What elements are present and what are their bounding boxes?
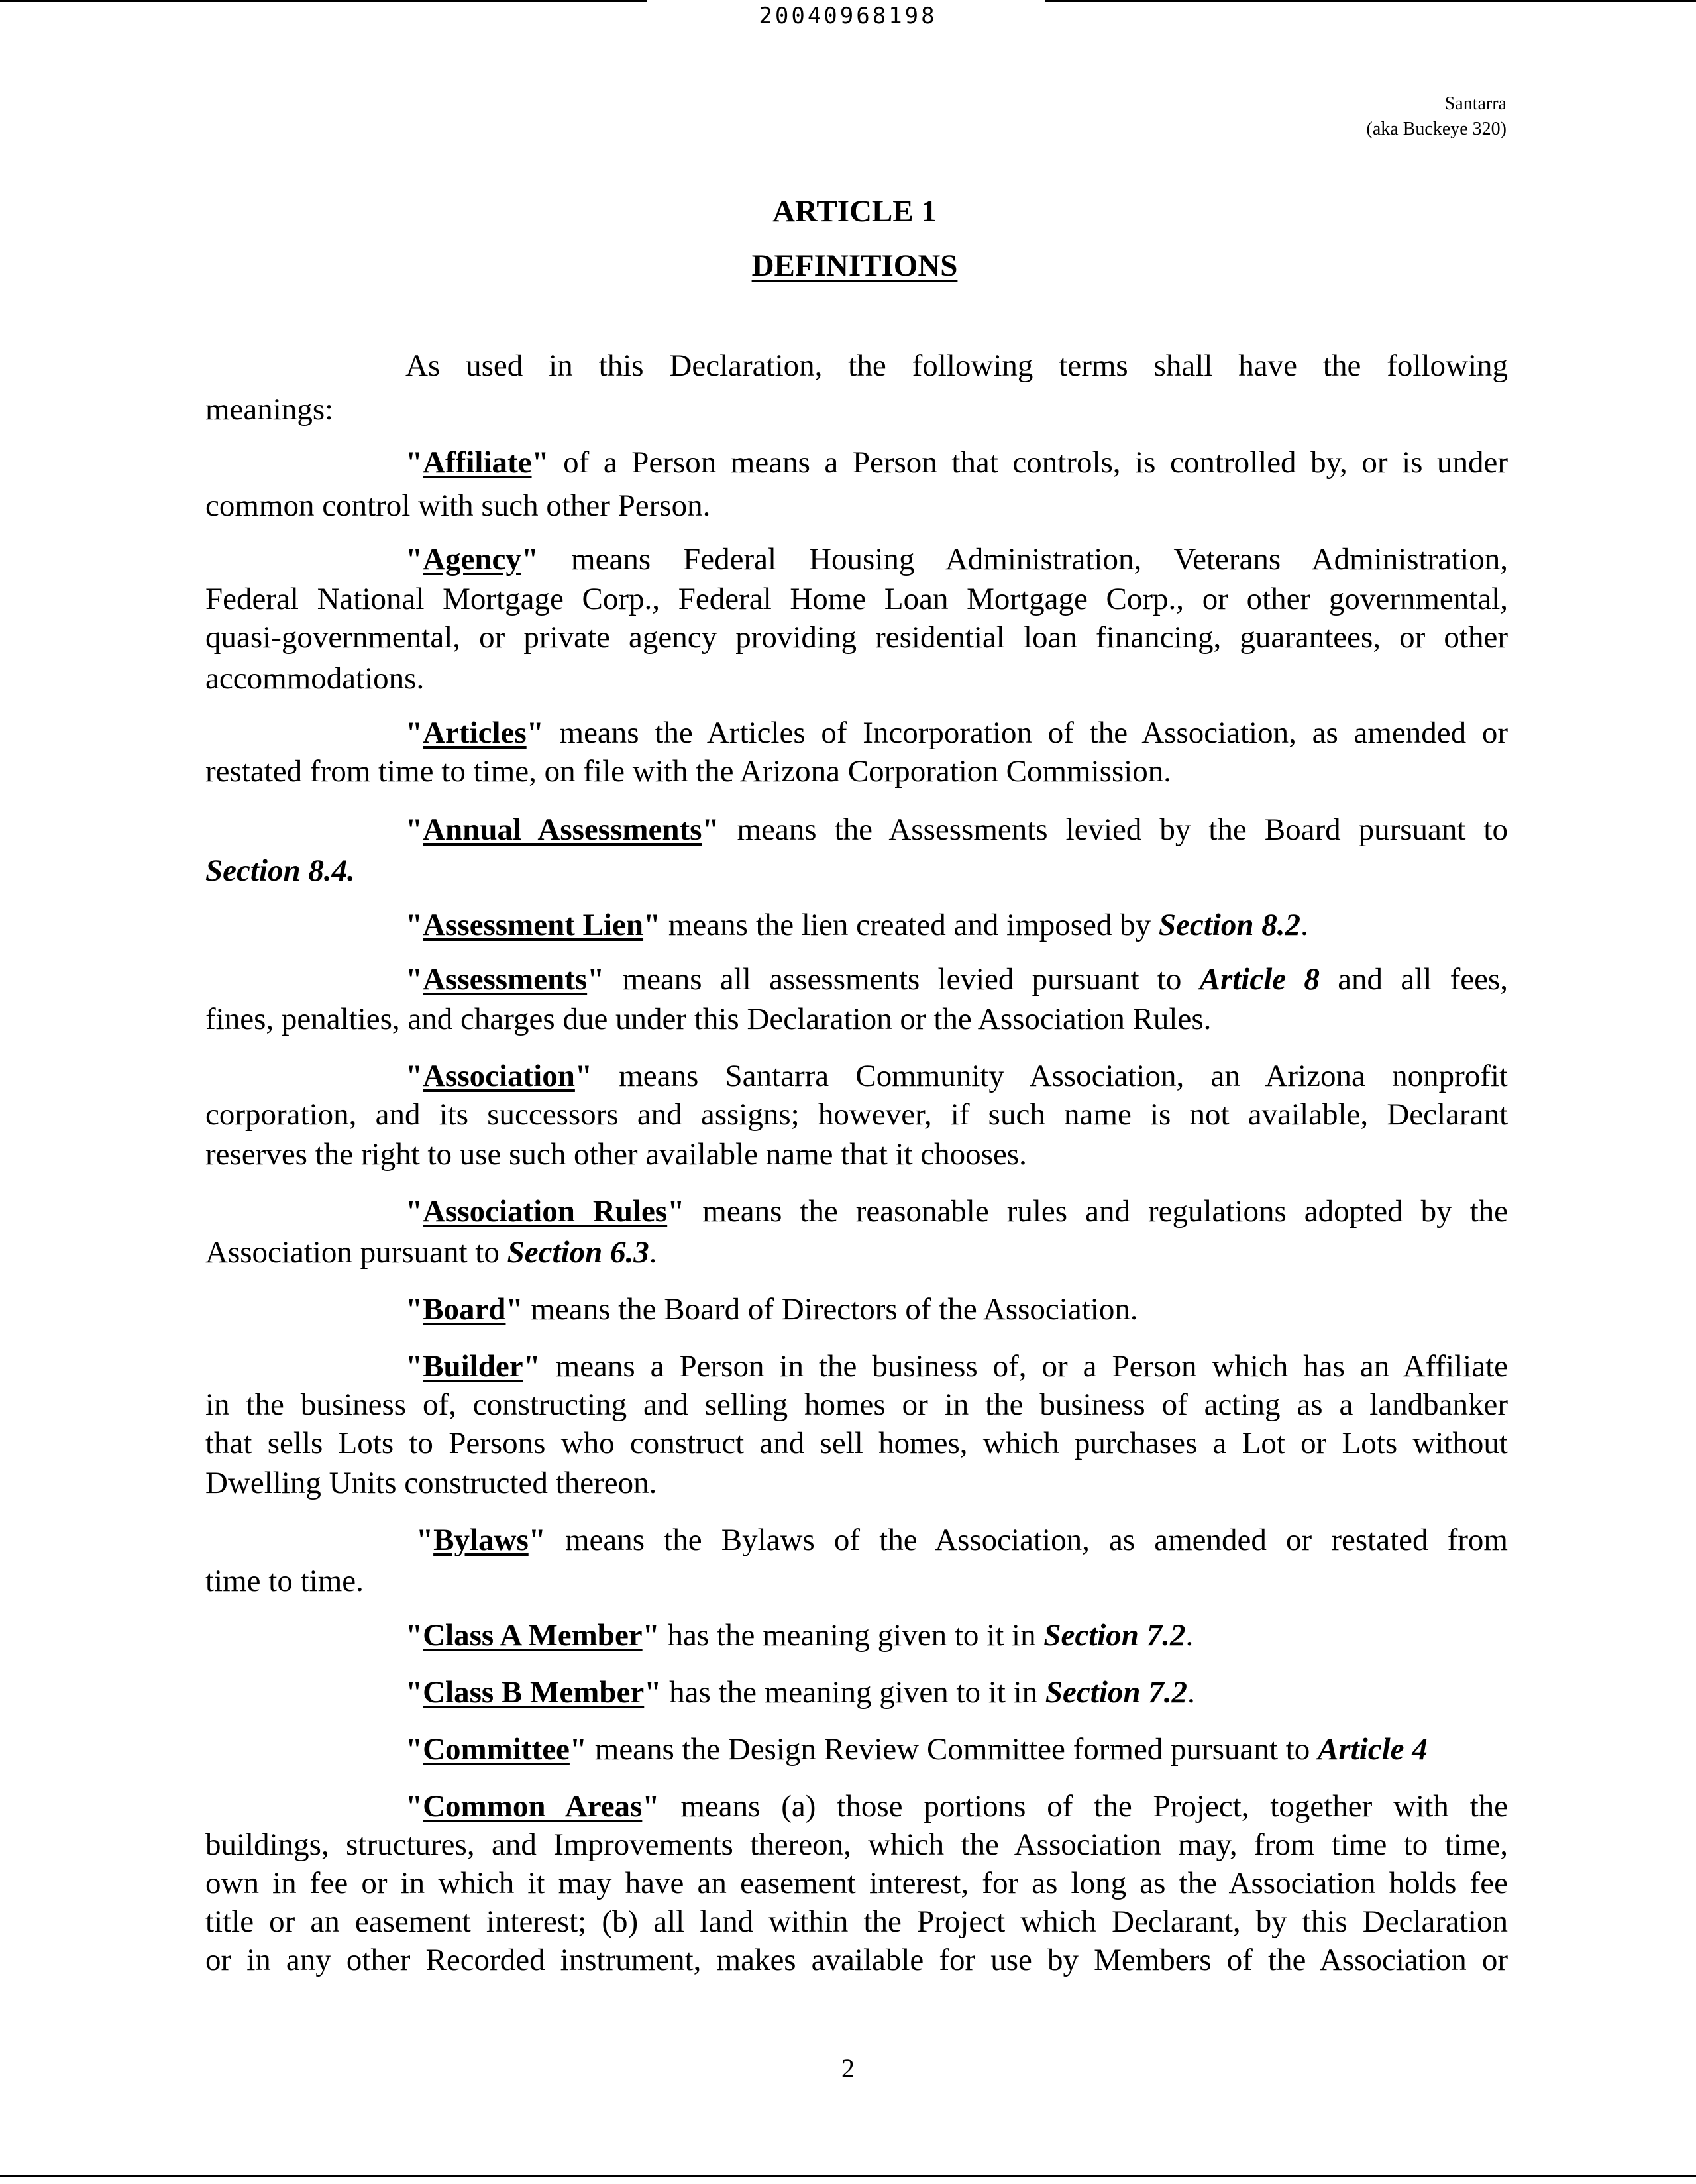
def-association-rules-line-2: Association pursuant to Section 6.3. bbox=[205, 1235, 657, 1270]
def-common-areas: "Common Areas" means (a) those portions of the Project, together with the bbox=[405, 1789, 1508, 1824]
def-affiliate-line-2: common control with such other Person. bbox=[205, 488, 711, 523]
term-annual-assessments: "Annual Assessments" bbox=[405, 812, 719, 847]
term-affiliate: "Affiliate" bbox=[405, 445, 549, 480]
term-assessment-lien: "Assessment Lien" bbox=[405, 908, 661, 942]
record-number: 20040968198 bbox=[759, 3, 937, 29]
def-assessments: "Assessments" means all assessments levied pursuant to Article 8 and all fees, bbox=[405, 962, 1508, 997]
def-common-areas-line-4: title or an easement interest; (b) all land within the Project which Declarant, by this Declaration bbox=[205, 1904, 1508, 1939]
article-title: DEFINITIONS bbox=[751, 248, 958, 283]
def-class-b-member: "Class B Member" has the meaning given to it in Section 7.2. bbox=[405, 1675, 1195, 1710]
def-common-areas-line-3: own in fee or in which it may have an easement interest, for as long as the Association holds fee bbox=[205, 1866, 1508, 1900]
page-number: 2 bbox=[841, 2053, 855, 2083]
term-agency: "Agency" bbox=[405, 542, 539, 576]
def-agency: "Agency" means Federal Housing Administration, Veterans Administration, bbox=[405, 542, 1508, 576]
def-bylaws-line-2: time to time. bbox=[205, 1564, 364, 1598]
def-builder-line-2: in the business of, constructing and selling homes or in the business of acting as a landbanker bbox=[205, 1388, 1508, 1422]
def-builder: "Builder" means a Person in the business of, or a Person which has an Affiliate bbox=[405, 1349, 1508, 1384]
def-assessments-line-2: fines, penalties, and charges due under this Declaration or the Association Rules. bbox=[205, 1002, 1212, 1036]
term-common-areas: "Common Areas" bbox=[405, 1789, 660, 1824]
def-agency-line-2: Federal National Mortgage Corp., Federal Home Loan Mortgage Corp., or other governmental, bbox=[205, 582, 1508, 616]
term-committee: "Committee" bbox=[405, 1732, 588, 1767]
term-association: "Association" bbox=[405, 1059, 592, 1093]
def-association-rules: "Association Rules" means the reasonable rules and regulations adopted by the bbox=[405, 1194, 1508, 1228]
def-affiliate: "Affiliate" of a Person means a Person that controls, is controlled by, or is under bbox=[405, 445, 1508, 480]
intro-line-1: As used in this Declaration, the following terms shall have the following bbox=[405, 349, 1508, 383]
def-association-line-3: reserves the right to use such other available name that it chooses. bbox=[205, 1137, 1027, 1172]
term-builder: "Builder" bbox=[405, 1349, 541, 1384]
term-class-a-member: "Class A Member" bbox=[405, 1618, 660, 1653]
def-articles: "Articles" means the Articles of Incorporation of the Association, as amended or bbox=[405, 716, 1508, 750]
def-builder-line-4: Dwelling Units constructed thereon. bbox=[205, 1466, 657, 1500]
def-board: "Board" means the Board of Directors of the Association. bbox=[405, 1292, 1138, 1327]
term-articles: "Articles" bbox=[405, 716, 544, 750]
project-alias: (aka Buckeye 320) bbox=[1366, 119, 1507, 139]
term-class-b-member: "Class B Member" bbox=[405, 1675, 662, 1710]
def-agency-line-4: accommodations. bbox=[205, 661, 425, 696]
def-annual-assessments-ref: Section 8.4. bbox=[205, 853, 355, 888]
def-class-a-member: "Class A Member" has the meaning given to it in Section 7.2. bbox=[405, 1618, 1194, 1653]
top-rule-left bbox=[0, 0, 647, 2]
def-association-line-2: corporation, and its successors and assigns; however, if such name is not available, Declarant bbox=[205, 1097, 1508, 1132]
def-association: "Association" means Santarra Community Association, an Arizona nonprofit bbox=[405, 1059, 1508, 1093]
project-name: Santarra bbox=[1444, 93, 1507, 114]
intro-line-2: meanings: bbox=[205, 392, 334, 427]
project-header bbox=[1367, 91, 1507, 142]
bottom-rule bbox=[0, 2175, 1696, 2177]
def-bylaws: "Bylaws" means the Bylaws of the Association, as amended or restated from bbox=[416, 1523, 1508, 1557]
def-common-areas-line-5: or in any other Recorded instrument, makes available for use by Members of the Association or bbox=[205, 1943, 1508, 1977]
article-number: ARTICLE 1 bbox=[772, 194, 937, 229]
def-committee: "Committee" means the Design Review Committee formed pursuant to Article 4 bbox=[405, 1732, 1428, 1767]
def-annual-assessments: "Annual Assessments" means the Assessments levied by the Board pursuant to bbox=[405, 812, 1508, 847]
def-common-areas-line-2: buildings, structures, and Improvements thereon, which the Association may, from time to time, bbox=[205, 1828, 1508, 1862]
term-bylaws: "Bylaws" bbox=[416, 1523, 546, 1557]
def-agency-line-3: quasi-governmental, or private agency providing residential loan financing, guarantees, or other bbox=[205, 620, 1508, 655]
top-rule-right bbox=[1045, 0, 1696, 2]
def-articles-line-2: restated from time to time, on file with the Arizona Corporation Commission. bbox=[205, 754, 1172, 789]
term-association-rules: "Association Rules" bbox=[405, 1194, 685, 1228]
def-builder-line-3: that sells Lots to Persons who construct and sell homes, which purchases a Lot or Lots without bbox=[205, 1426, 1508, 1460]
term-board: "Board" bbox=[405, 1292, 523, 1327]
def-assessment-lien: "Assessment Lien" means the lien created and imposed by Section 8.2. bbox=[405, 908, 1308, 942]
term-assessments: "Assessments" bbox=[405, 962, 605, 997]
